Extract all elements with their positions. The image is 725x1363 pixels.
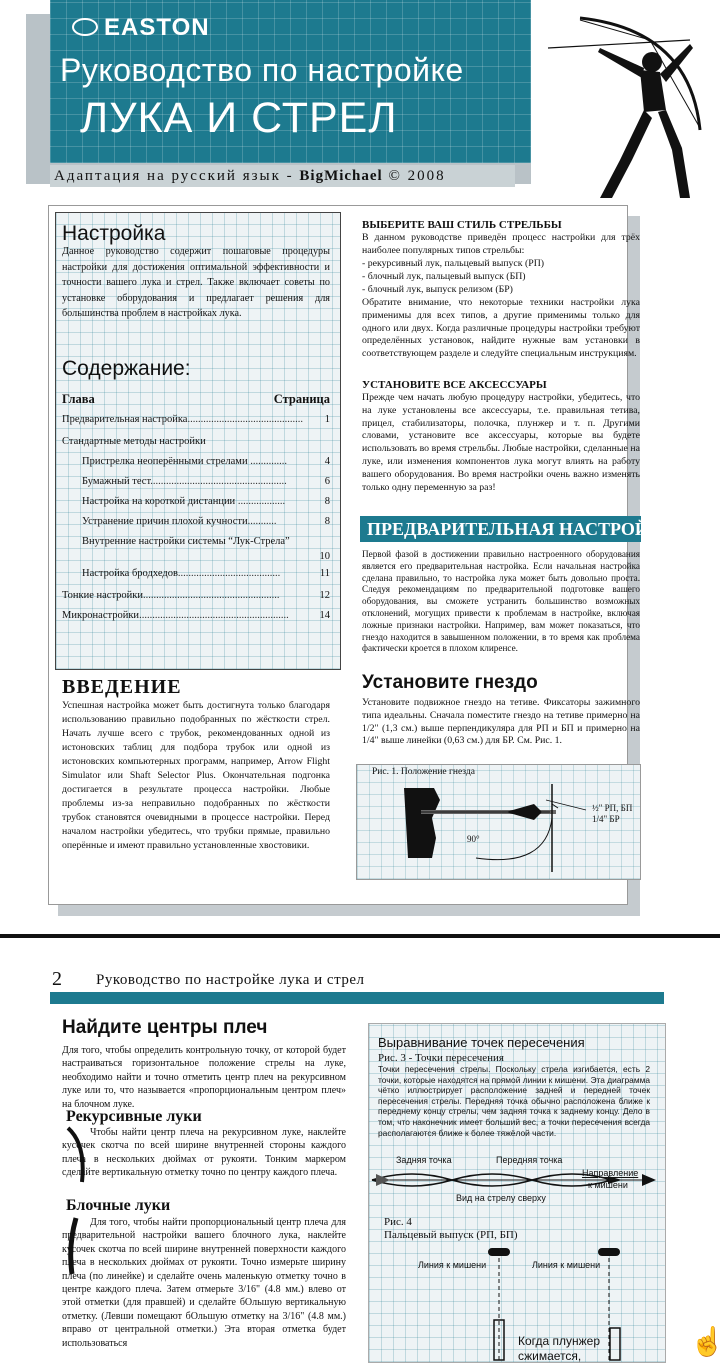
toc-item[interactable]: Настройка на короткой дистанции .................. 8 bbox=[82, 496, 330, 507]
toc-item[interactable]: Внутренние настройки системы “Лук-Стрела” 10 bbox=[82, 536, 330, 562]
centers-text: Для того, чтобы определить контрольную точку, от которой будет настраиваться горизонтальное положение стрелы на луке, необходимо найти и точно отметить центр плеч на рекурсивном луке или то, что называется «пропорциональным центром плеч» на блочном луке. bbox=[62, 1045, 346, 1110]
rear-point-label: Задняя точка bbox=[396, 1155, 452, 1165]
running-title: Руководство по настройке лука и стрел bbox=[96, 972, 365, 988]
archer-silhouette-icon bbox=[540, 0, 720, 200]
intro-heading: ВВЕДЕНИЕ bbox=[62, 676, 182, 698]
setup-text: Данное руководство содержит пошаговые процедуры настройки для достижения оптимальной эффективности и точности вашего лука и стрел. Также включает советы по установке оборудования и предлагает решения для большинства проблем в настройках лука. bbox=[62, 246, 330, 319]
accessories-text: Прежде чем начать любую процедуру настройки, убедитесь, что на луке установлены все аксессуары, т.е. правильная тетива, прицел, стабилизаторы, полочка, плунжер и т. п. Другими словами, установите все аксессуары, которые вы будете использовать во время стрельбы. Любые настройки, сделанные на луке, или изменения компонентов лука могут влиять на работу вашего оборудования. Во время настройки очень важно изменять только одну переменную за раз! bbox=[362, 392, 640, 493]
fig4-sub: Пальцевый выпуск (РП, БП) bbox=[384, 1229, 518, 1241]
toc-item[interactable]: Тонкие настройки.................................................... 12 bbox=[62, 590, 330, 601]
recurve-heading: Рекурсивные луки bbox=[66, 1108, 202, 1125]
hand-pointer-icon[interactable]: ☝ bbox=[690, 1327, 725, 1358]
direction-label: Направление bbox=[582, 1168, 639, 1178]
page-divider bbox=[0, 934, 720, 938]
nock-text: Установите подвижное гнездо на тетиве. Фиксаторы зажимного типа идеальны. Сначала поместите гнездо на тетиве примерно на 1/2" (1,3 см.) выше перпендикуляра для РП и БП и примерно на 1/4" выше линейки (0,63 см.) для БР. См. Рис. 1. bbox=[362, 697, 640, 747]
fig3-text: Точки пересечения стрелы. Поскольку стрела изгибается, есть 2 точки, которые находятся на прямой линии к мишени. Эта диаграмма чётко иллюстрирует расположение задней и передней точек пересечения стрелы. Передняя точка обычно расположена ближе к переднему концу стрелы, чем задняя точка к заднему концу. Дело в том, что наконечник имеет больший вес, а точки пересечения всегда располагаются ближе к более тяжёлой части. bbox=[378, 1064, 650, 1138]
contents-heading: Содержание: bbox=[62, 357, 191, 380]
fig3-caption: Рис. 3 - Точки пересечения bbox=[378, 1052, 504, 1064]
page-number: 2 bbox=[52, 968, 62, 990]
toc-item[interactable]: Пристрелка неоперёнными стрелами .............. 4 bbox=[82, 456, 330, 467]
plunger-line-1: Когда плунжер bbox=[518, 1334, 601, 1348]
toc-item[interactable]: Устранение причин плохой кучности........... 8 bbox=[82, 516, 330, 527]
fig4-caption: Рис. 4 bbox=[384, 1216, 412, 1228]
release-diagram bbox=[370, 1244, 664, 1362]
recurve-text: Чтобы найти центр плеча на рекурсивном луке, наклейте кусочек скотча по всей ширине внутренней стороны каждого плеча в нескольких дюймах от рукояти. Тонким маркером сделайте вертикальную отметку точно по центру каждого плеча. bbox=[62, 1127, 346, 1179]
compound-heading: Блочные луки bbox=[66, 1197, 171, 1214]
fig1-caption: Рис. 1. Положение гнезда bbox=[372, 767, 475, 777]
brand-logo bbox=[72, 14, 210, 42]
style-text: Обратите внимание, что некоторые техники настройки лука применимы для всех типов, а другие применимы только для одного или двух. Когда различные процедуры настройки требуют определённых установок, найдите нужные вам установки в соответствующем разделе и следуйте специальным инструкциям. bbox=[362, 297, 640, 360]
toc-item[interactable]: Микронастройки......................................................... 14 bbox=[62, 610, 330, 621]
prelim-banner: ПРЕДВАРИТЕЛЬНАЯ НАСТРОЙКА bbox=[360, 516, 641, 542]
style-intro: В данном руководстве приведён процесс настройки для трёх наиболее популярных типов стрельбы: bbox=[362, 232, 640, 256]
nock-position-diagram bbox=[356, 778, 641, 878]
top-view-label: Вид на стрелу сверху bbox=[456, 1193, 546, 1203]
toc-list bbox=[62, 414, 330, 630]
compound-text: Для того, чтобы найти пропорциональный центр плеча для предварительной настройки вашего блочного лука, наклейте кусочек скотча по всей ширине внутренней поверхности каждого плеча в нескольких дюймах от рукояти. Точно измерьте ширину плеча (по линейке) и сделайте очень маленькую отметку точно в центре каждого плеча. Затем отмерьте 3/16" (4.8 мм.) влево от этой отметки (для правшей) и сделайте бОльшую вертикальную отметку. (Левши помещают бОльшую отметку на 3/16" (4.8 мм.) вправо от центральной отметки.) Эта вторая отметка будет использоваться bbox=[62, 1217, 346, 1349]
toc-item[interactable]: Бумажный тест.................................................... 6 bbox=[82, 476, 330, 487]
brand-name: EASTON bbox=[104, 14, 210, 41]
fig1-label-a: ½" РП, БП bbox=[592, 803, 633, 813]
prelim-text: Первой фазой в достижении правильно настроенного оборудования является его предварительная настройка. Если начальная настройка сделана правильно, то настройка лука может быть довольно проста. Следуя рекомендациям по предварительной подготовке вашего оборудования, вы сможете устранить большинство возможных отклонений, могущих привести к проблемам в настройке, включая ложные признаки настройки. Например, вам может показаться, что гнездо находится в завышенном положении, в то время как проблема фактически кроется в плохом клиренсе. bbox=[362, 549, 640, 654]
col-chapter: Глава bbox=[62, 392, 95, 406]
target-line-b: Линия к мишени bbox=[532, 1260, 601, 1270]
style-heading: ВЫБЕРИТЕ ВАШ СТИЛЬ СТРЕЛЬБЫ bbox=[362, 219, 562, 231]
toc-item[interactable]: Стандартные методы настройки bbox=[62, 436, 206, 447]
align-heading: Выравнивание точек пересечения bbox=[378, 1035, 585, 1050]
target-line-a: Линия к мишени bbox=[418, 1260, 487, 1270]
toc-item[interactable]: Настройка бродхедов....................................... 11 bbox=[82, 568, 330, 579]
centers-heading: Найдите центры плеч bbox=[62, 1017, 268, 1038]
style-item: - блочный лук, выпуск релизом (БР) bbox=[362, 283, 513, 295]
intro-text: Успешная настройка может быть достигнута только благодаря использованию правильно подобранных по жёсткости стрел. Начать лучше всего с трубок, рекомендованных одной из истоновских таблиц для подбора трубок или одной из истоновских компьютерных программ, например, Arrow Flight Simulator или Shaft Selector Plus. Окончательная подгонка достигается в результате процесса настройки. Любые проблемы из-за неправильно подобранных по жёсткости трубок становятся очевидными в процессе настройки. Перед началом настройки убедитесь, что трубки прямые, правильно оперённые и имеют правильно установленные хвостовики. bbox=[62, 700, 330, 851]
style-list bbox=[362, 258, 640, 296]
nock-heading: Установите гнездо bbox=[362, 672, 538, 693]
accessories-heading: УСТАНОВИТЕ ВСЕ АКСЕССУАРЫ bbox=[362, 379, 547, 391]
style-item: - блочный лук, пальцевый выпуск (БП) bbox=[362, 270, 526, 282]
direction-label-2: к мишени bbox=[588, 1180, 628, 1190]
title-line-1: Руководство по настройке bbox=[60, 52, 464, 88]
toc-header bbox=[62, 392, 330, 407]
plunger-line-2: сжимается, bbox=[518, 1349, 582, 1363]
easton-logo-icon bbox=[72, 18, 98, 36]
fig1-angle: 90° bbox=[467, 834, 480, 844]
setup-heading: Настройка bbox=[62, 222, 166, 245]
toc-item[interactable]: Предварительная настройка............................................ 1 bbox=[62, 414, 330, 425]
title-bar bbox=[50, 992, 664, 1004]
front-point-label: Передняя точка bbox=[496, 1155, 563, 1165]
adaptation-line: Адаптация на русский язык - BigMichael © 2008 bbox=[50, 165, 515, 187]
fig1-label-b: 1/4" БР bbox=[592, 814, 620, 824]
style-item: - рекурсивный лук, пальцевый выпуск (РП) bbox=[362, 258, 545, 269]
title-line-2: ЛУКА И СТРЕЛ bbox=[80, 94, 398, 142]
col-page: Страница bbox=[273, 392, 330, 406]
